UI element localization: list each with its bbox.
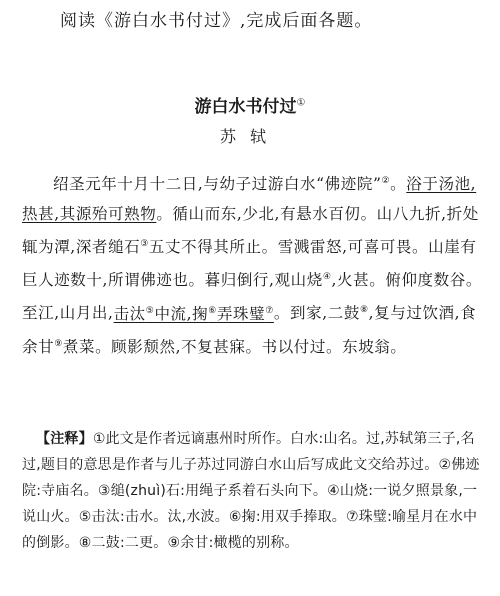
body-text: 。到家,二鼓 <box>273 304 360 323</box>
body-text: 五丈不得其所止。雪溅雷怒,可喜可畏。山崖有巨人迹数十,所谓佛迹也。暮归倒行,观山烧 <box>22 238 477 290</box>
body-text: 煮菜。顾影颓然,不复甚寐。书以付过。东坡翁。 <box>62 337 407 356</box>
essay-body <box>22 166 484 362</box>
body-text: 击汰 <box>113 304 146 323</box>
note-mark: ④ <box>322 272 332 283</box>
note-mark: ⑨ <box>54 338 63 349</box>
essay-title <box>0 92 500 117</box>
body-text: 。 <box>390 175 407 194</box>
note-mark: ③ <box>140 239 149 250</box>
body-text: 绍圣元年十月十二日,与幼子过游白水“佛迹院” <box>53 175 382 194</box>
annotations-label: 【注释】 <box>36 431 93 447</box>
essay-paragraph <box>22 166 484 362</box>
underlined-sentence-2 <box>114 305 274 323</box>
note-mark: ⑥ <box>208 305 217 316</box>
note-mark: ② <box>381 176 391 186</box>
note-mark: ⑧ <box>359 305 369 316</box>
annotations <box>22 426 484 556</box>
note-mark: ⑦ <box>265 305 274 316</box>
body-text: 中流,掬 <box>154 304 209 323</box>
note-mark: ⑤ <box>145 305 155 316</box>
essay-title-text: 游白水书付过 <box>194 97 297 117</box>
title-note-mark: ① <box>296 97 306 109</box>
question-intro: 阅读《游白水书付过》,完成后面各题。 <box>60 11 373 31</box>
body-text: ,复与过饮酒,食余甘 <box>22 304 477 356</box>
body-text: ,火甚。俯仰度数谷。至江,山月出, <box>22 271 482 323</box>
underlined-sentence-1: 浴于汤池,热甚,其源殆可熟物 <box>22 175 477 224</box>
annotations-paragraph <box>22 426 484 556</box>
body-text: 。循山而东,少北,有悬水百仞。山八九折,折处辄为潭,深者缒石 <box>22 205 479 257</box>
body-text: 弄珠璧 <box>216 304 266 323</box>
essay-author: 苏轼 <box>219 127 280 146</box>
annotations-text: ①此文是作者远谪惠州时所作。白水:山名。过,苏轼第三子,名过,题目的意思是作者与儿子苏过同游白水山后写成此文交给苏过。②佛迹院:寺庙名。③缒(zhuì)石:用绳子系着石头向下。④山烧:一说夕照景象,一说山火。⑤击汰:击水。汰,水波。⑥掬:用双手捧取。⑦珠璧:喻星月在水中的倒影。⑧二鼓:二更。⑨余甘:橄榄的别称。 <box>22 431 480 551</box>
